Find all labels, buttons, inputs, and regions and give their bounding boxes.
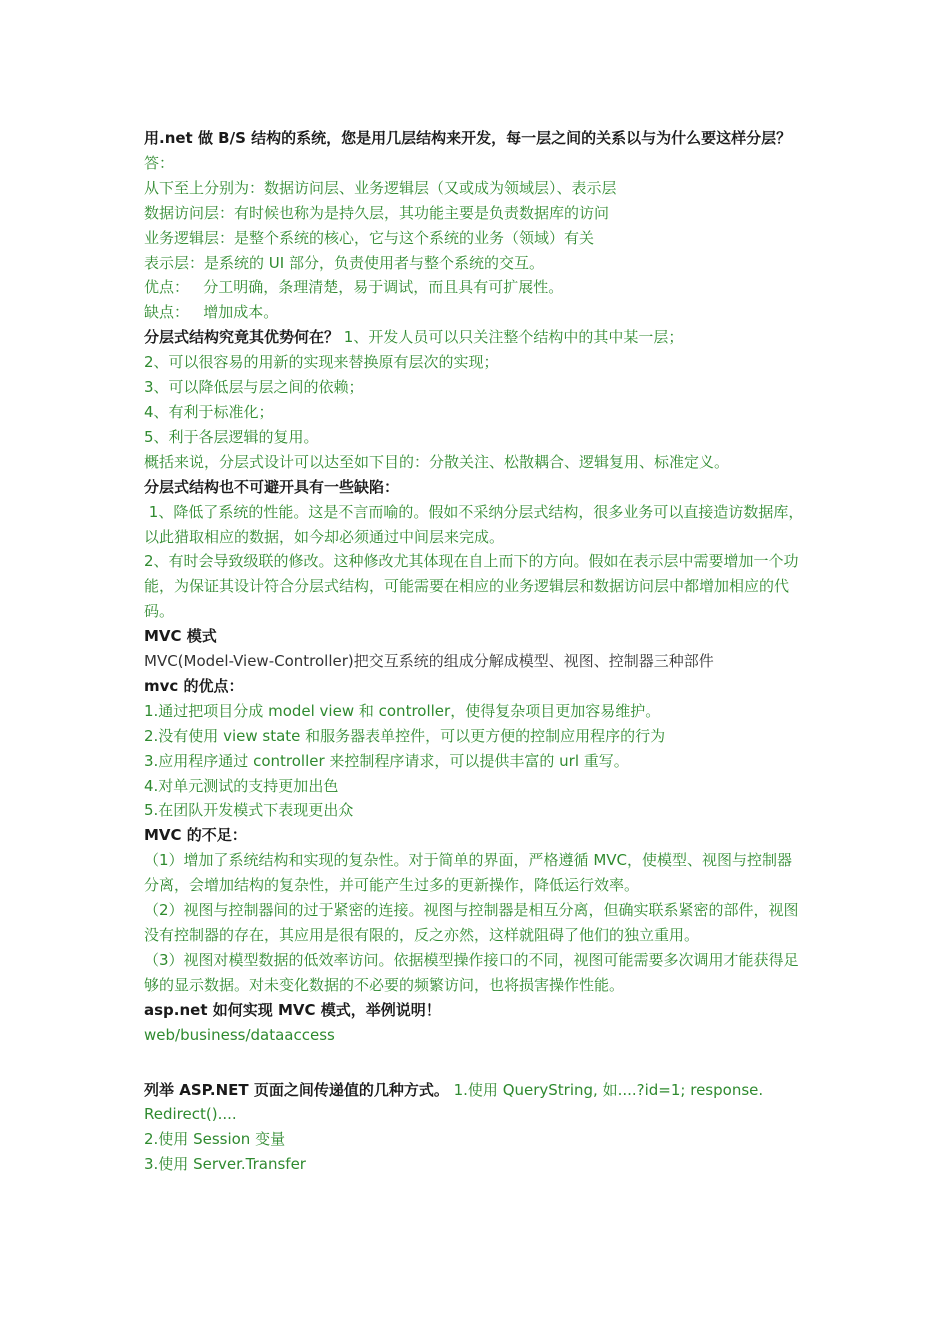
- mvc-pro-item: 5.在团队开发模式下表现更出众: [144, 801, 354, 820]
- mvc-cons-heading: MVC 的不足：: [144, 826, 247, 845]
- mvc-con-item: （2）视图与控制器间的过于紧密的连接。视图与控制器是相互分离，但确实联系紧密的部件，视图没有控制器的存在，其应用是很有限的，反之亦然，这样就阻碍了他们的独立重用。: [144, 901, 799, 944]
- aspnet-mvc-answer: web/business/dataaccess: [144, 1025, 335, 1044]
- q1-question: 用.net 做 B/S 结构的系统，您是用几层结构来开发，每一层之间的关系以与为什么要这样分层？: [144, 129, 792, 147]
- q2-paragraph: [144, 325, 804, 350]
- mvc-pro-item: 4.对单元测试的支持更加出色: [144, 776, 339, 795]
- mvc-con-item: （1）增加了系统结构和实现的复杂性。对于简单的界面，严格遵循 MVC，使模型、视图与控制器分离，会增加结构的复杂性，并可能产生过多的更新操作，降低运行效率。: [144, 851, 792, 895]
- pass-values-line: 3.使用 Server.Transfer: [144, 1155, 306, 1174]
- pass-values-line: 2.使用 Session 变量: [144, 1130, 286, 1149]
- paragraph-gap: [144, 1048, 804, 1078]
- q1-line: 从下至上分别为：数据访问层、业务逻辑层（又或成为领域层）、表示层: [144, 178, 617, 197]
- q2-line: 4、有利于标准化；: [144, 402, 274, 421]
- q2-line: 概括来说，分层式设计可以达至如下目的：分散关注、松散耦合、逻辑复用、标准定义。: [144, 452, 730, 471]
- q3-question: 分层式结构也不可避开具有一些缺陷：: [144, 477, 400, 496]
- q2-question: 分层式结构究竟其优势何在？: [144, 328, 340, 347]
- q1-answer-label: 答：: [144, 153, 175, 172]
- q1-line: 数据访问层：有时候也称为是持久层，其功能主要是负责数据库的访问: [144, 203, 610, 222]
- pass-values-question: 列举 ASP.NET 页面之间传递值的几种方式。: [144, 1080, 449, 1099]
- mvc-description: MVC(Model-View-Controller)把交互系统的组成分解成模型、视图、控制器三种部件: [144, 652, 714, 671]
- mvc-heading: MVC 模式: [144, 627, 217, 646]
- q1-line: 优点： 分工明确，条理清楚，易于调试，而且具有可扩展性。: [144, 278, 564, 297]
- q3-point: 2、有时会导致级联的修改。这种修改尤其体现在自上而下的方向。假如在表示层中需要增加一个功能，为保证其设计符合分层式结构，可能需要在相应的业务逻辑层和数据访问层中都增加相应的代码。: [144, 552, 799, 621]
- mvc-pro-item: 3.应用程序通过 controller 来控制程序请求，可以提供丰富的 url 重写。: [144, 751, 629, 770]
- q3-point: 1、降低了系统的性能。这是不言而喻的。假如不采纳分层式结构，很多业务可以直接造访数据库，以此猎取相应的数据，如今却必须通过中间层来完成。: [144, 502, 804, 546]
- q1-line: 表示层：是系统的 UI 部分，负责使用者与整个系统的交互。: [144, 253, 544, 272]
- mvc-con-item: （3）视图对模型数据的低效率访问。依据模型操作接口的不同，视图可能需要多次调用才能获得足够的显示数据。对未变化数据的不必要的频繁访问，也将损害操作性能。: [144, 950, 799, 994]
- q2-line: 2、可以很容易的用新的实现来替换原有层次的实现；: [144, 353, 499, 372]
- q2-first-point: 1、开发人员可以只关注整个结构中的其中某一层；: [339, 328, 684, 347]
- q1-line: 缺点： 增加成本。: [144, 303, 279, 322]
- q2-line: 3、可以降低层与层之间的依赖；: [144, 378, 364, 397]
- mvc-pro-item: 2.没有使用 view state 和服务器表单控件，可以更方便的控制应用程序的行为: [144, 726, 666, 745]
- aspnet-mvc-question: asp.net 如何实现 MVC 模式，举例说明！: [144, 1000, 441, 1019]
- pass-values-paragraph: [144, 1078, 804, 1128]
- mvc-pros-heading: mvc 的优点：: [144, 676, 244, 695]
- document-content: [144, 126, 804, 1177]
- pass-values-first: 1.使用 QueryString, 如....?id=1; response. Redirect()....: [144, 1080, 764, 1124]
- q1-paragraph: [144, 126, 804, 176]
- q2-line: 5、利于各层逻辑的复用。: [144, 427, 319, 446]
- q1-line: 业务逻辑层：是整个系统的核心，它与这个系统的业务（领域）有关: [144, 228, 595, 247]
- mvc-pro-item: 1.通过把项目分成 model view 和 controller，使得复杂项目更加容易维护。: [144, 701, 661, 720]
